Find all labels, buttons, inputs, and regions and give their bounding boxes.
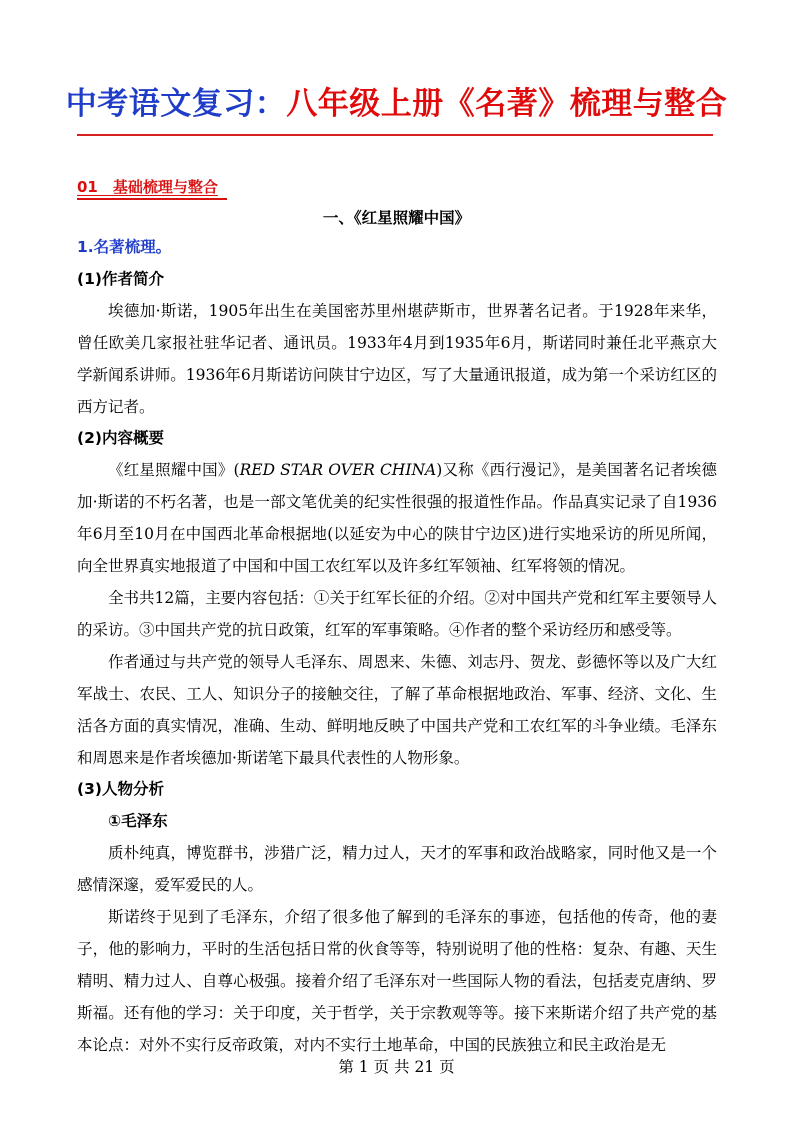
heading-character-analysis: (3)人物分析	[77, 780, 164, 799]
page-number: 第 1 页 共 21 页	[338, 1058, 455, 1076]
section-heading: 01 基础梳理与整合	[77, 178, 218, 196]
heading-book-review: 1.名著梳理。	[77, 238, 172, 256]
summary-text-a: 《红星照耀中国》(	[108, 461, 240, 480]
book-title: 一、《红星照耀中国》	[322, 209, 471, 227]
paragraph-mao-2: 斯诺终于见到了毛泽东，介绍了很多他了解到的毛泽东的事迹，包括他的传奇，他的妻子，他的影响力，平时的生活包括日常的伙食等等，特别说明了他的性格：复杂、有趣、天生精明、精力过人、自尊心极强。接着介绍了毛泽东对一些国际人物的看法，包括麦克唐纳、罗斯福。还有他的学习：关于印度，关于哲学，关于宗教观等等。接下来斯诺介绍了共产党的基本论点：对外不实行反帝政策，对内不实行土地革命，中国的民族独立和民主政治是无	[77, 908, 717, 1054]
paragraph-summary-2: 全书共12篇，主要内容包括：①关于红军长征的介绍。②对中国共产党和红军主要领导人的采访。③中国共产党的抗日政策，红军的军事策略。④作者的整个采访经历和感受等。	[77, 588, 717, 639]
body-content	[77, 232, 717, 1062]
title-divider	[77, 134, 713, 136]
heading-author-intro: (1)作者简介	[77, 269, 164, 288]
title-part-blue: 中考语文复习：	[65, 86, 287, 122]
summary-text-b: )又称《西行漫记》，是美国著名记者埃德加·斯诺的不朽名著，也是一部文笔优美的纪实性很强的报道性作品。作品真实记录了自1936年6月至10月在中国西北革命根据地(以延安为中心的陕甘宁边区)进行实地采访的所见所闻，向全世界真实地报道了中国和中国工农红军以及许多红军领袖、红军将领的情况。	[77, 461, 717, 576]
section-heading-underline	[77, 198, 227, 200]
heading-content-summary: (2)内容概要	[77, 429, 164, 448]
character-name-mao: ①毛泽东	[108, 812, 168, 831]
paragraph-summary-3: 作者通过与共产党的领导人毛泽东、周恩来、朱德、刘志丹、贺龙、彭德怀等以及广大红军战士、农民、工人、知识分子的接触交往，了解了革命根据地政治、军事、经济、文化、生活各方面的真实情况，准确、生动、鲜明地反映了中国共产党和工农红军的斗争业绩。毛泽东和周恩来是作者埃德加·斯诺笔下最具代表性的人物形象。	[77, 652, 717, 767]
page-title	[0, 78, 793, 123]
paragraph-summary-1	[77, 455, 717, 583]
english-book-title: RED STAR OVER CHINA	[239, 461, 437, 480]
paragraph-mao-1: 质朴纯真，博览群书，涉猎广泛，精力过人，天才的军事和政治战略家，同时他又是一个感情深邃，爱军爱民的人。	[77, 844, 717, 895]
paragraph-author: 埃德加·斯诺，1905年出生在美国密苏里州堪萨斯市，世界著名记者。于1928年来华，曾任欧美几家报社驻华记者、通讯员。1933年4月到1935年6月，斯诺同时兼任北平燕京大学新闻系讲师。1936年6月斯诺访问陕甘宁边区，写了大量通讯报道，成为第一个采访红区的西方记者。	[77, 301, 717, 416]
title-part-red: 八年级上册《名著》梳理与整合	[286, 86, 728, 122]
